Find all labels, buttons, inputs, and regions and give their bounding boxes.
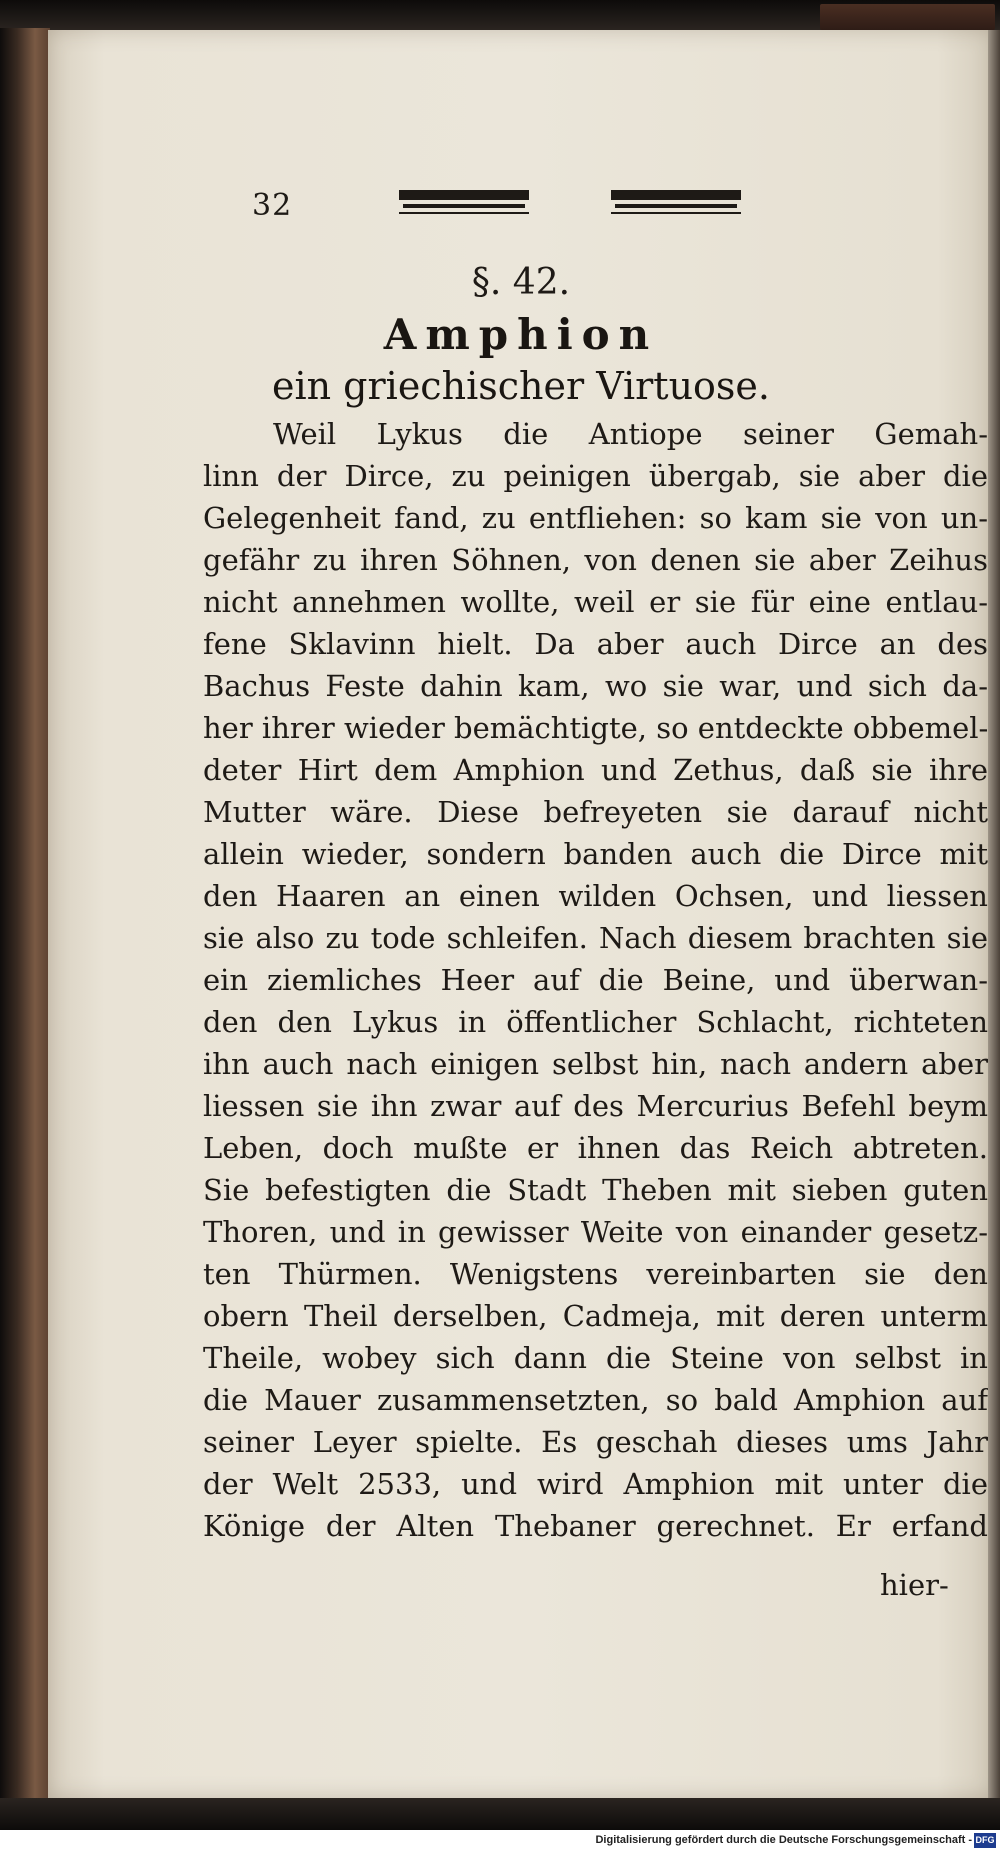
funding-credit: Digitalisierung gefördert durch die Deutsche Forschungsgemeinschaft -: [595, 1834, 972, 1846]
text-line: Mutter wäre. Diese befreyeten sie darauf nicht: [203, 795, 988, 829]
section-title: Amphion: [383, 310, 659, 359]
header-ornament-left: [399, 190, 529, 218]
dfg-logo: DFG: [974, 1833, 996, 1848]
text-line: liessen sie ihn zwar auf des Mercurius Befehl beym: [203, 1089, 988, 1123]
text-line: fene Sklavinn hielt. Da aber auch Dirce an des: [203, 627, 988, 661]
text-line: deter Hirt dem Amphion und Zethus, daß sie ihre: [203, 753, 988, 787]
text-line: linn der Dirce, zu peinigen übergab, sie aber die: [203, 459, 988, 493]
text-line: den den Lykus in öffentlicher Schlacht, richteten: [203, 1005, 988, 1039]
header-ornament-right: [611, 190, 741, 218]
book-spine: [0, 28, 50, 1818]
text-line: nicht annehmen wollte, weil er sie für eine entlau-: [203, 585, 988, 619]
credit-bar: [0, 1830, 1000, 1853]
text-line: ihn auch nach einigen selbst hin, nach andern aber: [203, 1047, 988, 1081]
text-line: den Haaren an einen wilden Ochsen, und liessen: [203, 879, 988, 913]
page-edge-right: [988, 30, 1000, 1820]
text-line: der Welt 2533, und wird Amphion mit unter die: [203, 1467, 988, 1501]
text-line: Gelegenheit fand, zu entfliehen: so kam sie von un-: [203, 501, 988, 535]
section-number: §. 42.: [471, 262, 571, 303]
scan-frame-bottom: [0, 1798, 1000, 1830]
text-line: gefähr zu ihren Söhnen, von denen sie aber Zeihus: [203, 543, 988, 577]
text-line: Theile, wobey sich dann die Steine von selbst in: [203, 1341, 988, 1375]
text-line: Könige der Alten Thebaner gerechnet. Er erfand: [203, 1509, 988, 1543]
text-line: seiner Leyer spielte. Es geschah dieses ums Jahr: [203, 1425, 988, 1459]
text-line: ten Thürmen. Wenigstens vereinbarten sie den: [203, 1257, 988, 1291]
text-line: her ihrer wieder bemächtigte, so entdeckte obbemel-: [203, 711, 989, 745]
text-line: allein wieder, sondern banden auch die Dirce mit: [203, 837, 988, 871]
text-line: Bachus Feste dahin kam, wo sie war, und sich da-: [203, 669, 988, 703]
text-line: Weil Lykus die Antiope seiner Gemah-: [273, 417, 988, 451]
text-line: Sie befestigten die Stadt Theben mit sieben guten: [203, 1173, 988, 1207]
text-line: sie also zu tode schleifen. Nach diesem brachten sie: [203, 921, 988, 955]
text-line: die Mauer zusammensetzten, so bald Amphion auf: [203, 1383, 988, 1417]
book-page: [48, 30, 994, 1798]
text-line: Leben, doch mußte er ihnen das Reich abtreten.: [203, 1131, 988, 1165]
text-line: Thoren, und in gewisser Weite von einander gesetz-: [203, 1215, 988, 1249]
text-line: ein ziemliches Heer auf die Beine, und überwan-: [203, 963, 988, 997]
page-number: 32: [252, 188, 293, 223]
catchword: hier-: [880, 1568, 949, 1602]
text-line: obern Theil derselben, Cadmeja, mit deren unterm: [203, 1299, 988, 1333]
section-subtitle: ein griechischer Virtuose.: [271, 364, 770, 408]
book-cover-edge: [820, 4, 995, 30]
